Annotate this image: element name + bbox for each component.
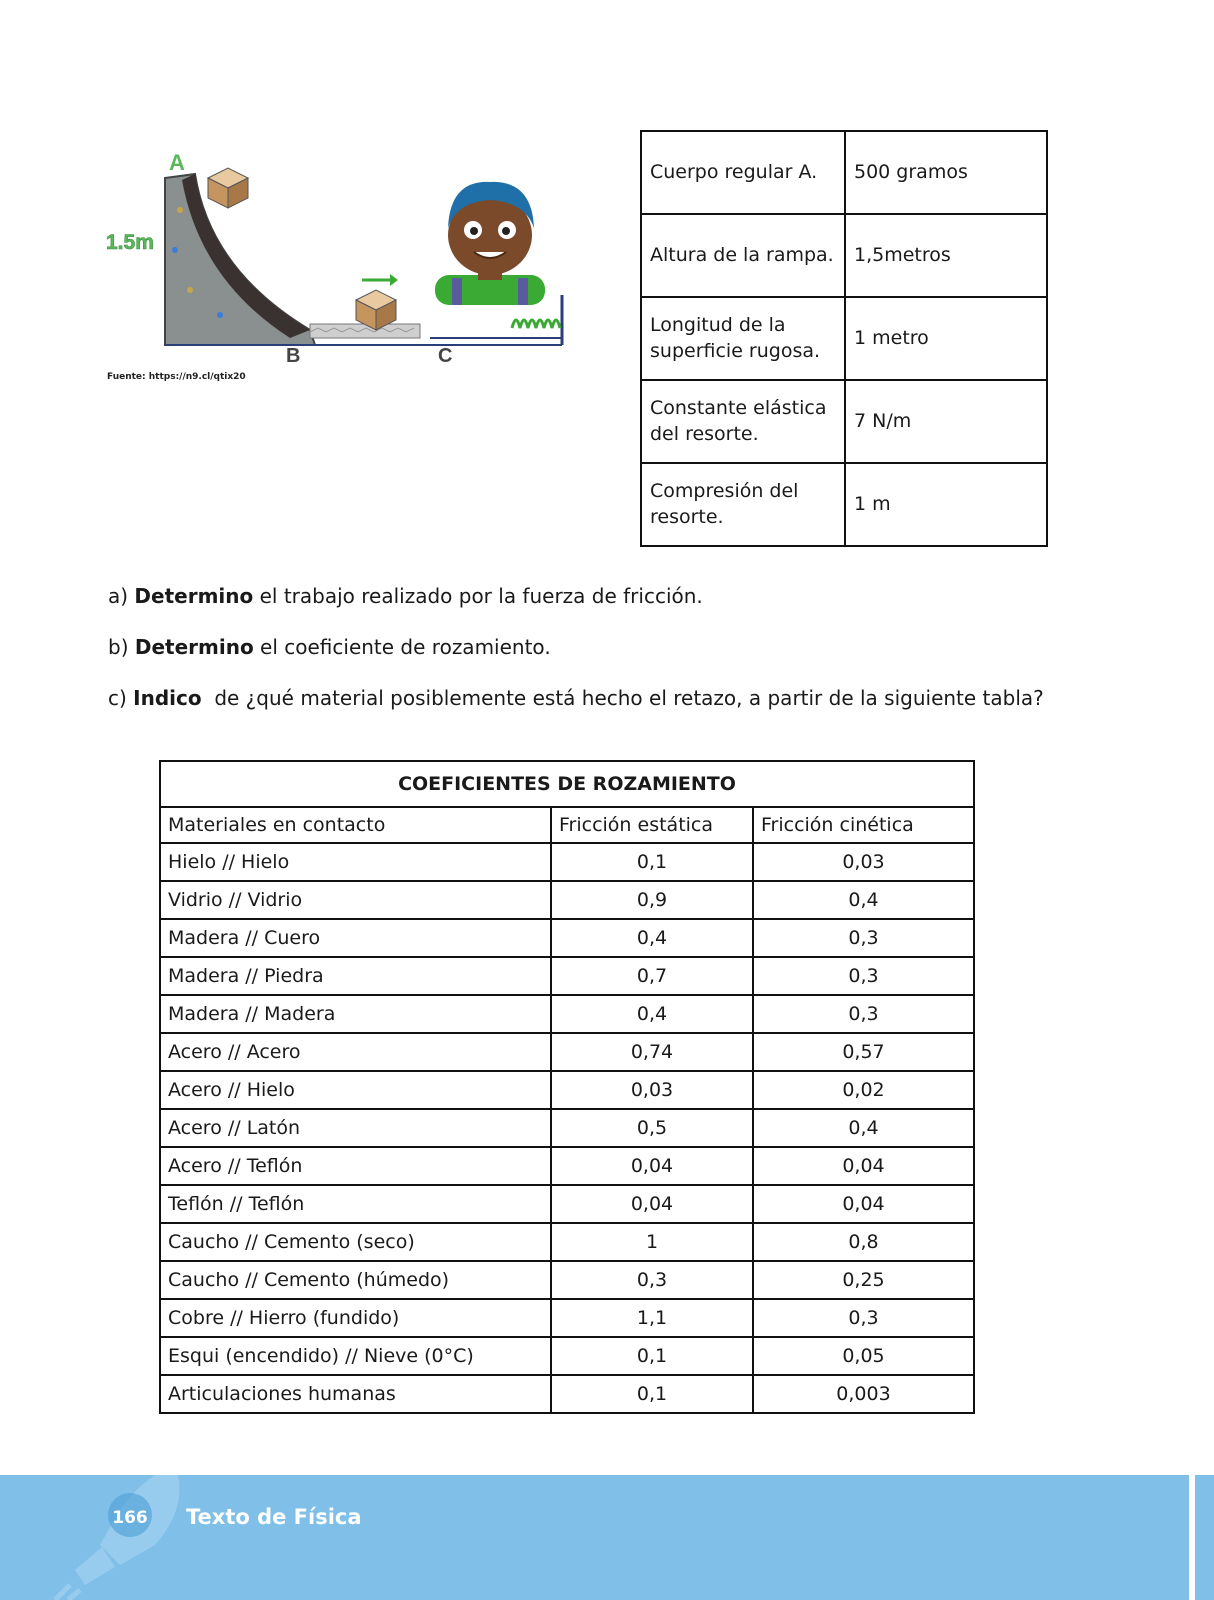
table-row: [160, 881, 974, 919]
material-cell: Madera // Piedra: [160, 957, 551, 995]
header-kinetic: Fricción cinética: [753, 807, 974, 843]
footer-edge-strip: [1189, 1475, 1195, 1600]
material-cell: Caucho // Cemento (seco): [160, 1223, 551, 1261]
kinetic-friction-cell: 0,05: [753, 1337, 974, 1375]
kinetic-friction-cell: 0,3: [753, 995, 974, 1033]
material-cell: Cobre // Hierro (fundido): [160, 1299, 551, 1337]
box-at-a: [208, 168, 248, 208]
data-value: 1 metro: [845, 297, 1047, 380]
material-cell: Madera // Madera: [160, 995, 551, 1033]
table-row: [160, 995, 974, 1033]
data-key: Cuerpo regular A.: [641, 131, 845, 214]
question-b: b) Determino el coeficiente de rozamiento.: [108, 635, 551, 659]
static-friction-cell: 0,4: [551, 919, 753, 957]
rocket-icon: [40, 1475, 190, 1600]
material-cell: Caucho // Cemento (húmedo): [160, 1261, 551, 1299]
static-friction-cell: 0,1: [551, 1375, 753, 1413]
table-row: [160, 1375, 974, 1413]
kinetic-friction-cell: 0,04: [753, 1147, 974, 1185]
table-title: COEFICIENTES DE ROZAMIENTO: [160, 761, 974, 807]
label-height: 1.5m: [106, 231, 154, 254]
friction-coefficients-table: [159, 760, 975, 1414]
static-friction-cell: 0,04: [551, 1147, 753, 1185]
static-friction-cell: 0,9: [551, 881, 753, 919]
data-value: 1 m: [845, 463, 1047, 546]
boy-character: [435, 182, 545, 305]
kinetic-friction-cell: 0,02: [753, 1071, 974, 1109]
table-row: [160, 843, 974, 881]
kinetic-friction-cell: 0,03: [753, 843, 974, 881]
table-row: [160, 1185, 974, 1223]
kinetic-friction-cell: 0,8: [753, 1223, 974, 1261]
kinetic-friction-cell: 0,57: [753, 1033, 974, 1071]
material-cell: Vidrio // Vidrio: [160, 881, 551, 919]
page-number: 166: [112, 1508, 148, 1528]
data-key: Altura de la rampa.: [641, 214, 845, 297]
data-key: Longitud de la superficie rugosa.: [641, 297, 845, 380]
static-friction-cell: 0,5: [551, 1109, 753, 1147]
static-friction-cell: 1,1: [551, 1299, 753, 1337]
static-friction-cell: 0,1: [551, 1337, 753, 1375]
data-row: [641, 214, 1047, 297]
data-key: Constante elástica del resorte.: [641, 380, 845, 463]
data-row: [641, 131, 1047, 214]
kinetic-friction-cell: 0,4: [753, 1109, 974, 1147]
data-value: 7 N/m: [845, 380, 1047, 463]
data-value: 500 gramos: [845, 131, 1047, 214]
page-footer: [0, 1475, 1214, 1600]
image-source: Fuente: https://n9.cl/qtix20: [107, 372, 246, 382]
table-row: [160, 1033, 974, 1071]
static-friction-cell: 0,3: [551, 1261, 753, 1299]
data-row: [641, 463, 1047, 546]
data-row: [641, 297, 1047, 380]
material-cell: Hielo // Hielo: [160, 843, 551, 881]
questions: [108, 582, 1108, 735]
table-row: [160, 1109, 974, 1147]
static-friction-cell: 0,7: [551, 957, 753, 995]
label-b: B: [286, 345, 301, 367]
kinetic-friction-cell: 0,25: [753, 1261, 974, 1299]
data-row: [641, 380, 1047, 463]
question-c: c) Indico de ¿qué material posiblemente está hecho el retazo, a partir de la siguiente tabla?: [108, 686, 1044, 710]
ramp-illustration: [100, 140, 590, 400]
data-value: 1,5metros: [845, 214, 1047, 297]
table-row: [160, 1223, 974, 1261]
kinetic-friction-cell: 0,003: [753, 1375, 974, 1413]
table-row: [160, 1147, 974, 1185]
header-materials: Materiales en contacto: [160, 807, 551, 843]
label-c: C: [438, 345, 453, 367]
material-cell: Acero // Hielo: [160, 1071, 551, 1109]
motion-arrow: [362, 274, 398, 286]
table-row: [160, 1261, 974, 1299]
table-row: [160, 957, 974, 995]
data-key: Compresión del resorte.: [641, 463, 845, 546]
static-friction-cell: 0,04: [551, 1185, 753, 1223]
kinetic-friction-cell: 0,4: [753, 881, 974, 919]
material-cell: Acero // Teflón: [160, 1147, 551, 1185]
kinetic-friction-cell: 0,3: [753, 1299, 974, 1337]
material-cell: Teflón // Teflón: [160, 1185, 551, 1223]
material-cell: Esqui (encendido) // Nieve (0°C): [160, 1337, 551, 1375]
book-title: Texto de Física: [186, 1505, 362, 1529]
spring: [512, 320, 560, 328]
kinetic-friction-cell: 0,04: [753, 1185, 974, 1223]
material-cell: Articulaciones humanas: [160, 1375, 551, 1413]
table-row: [160, 919, 974, 957]
table-row: [160, 1071, 974, 1109]
material-cell: Acero // Acero: [160, 1033, 551, 1071]
material-cell: Madera // Cuero: [160, 919, 551, 957]
static-friction-cell: 1: [551, 1223, 753, 1261]
material-cell: Acero // Latón: [160, 1109, 551, 1147]
header-static: Fricción estática: [551, 807, 753, 843]
label-a: A: [169, 150, 185, 175]
table-row: [160, 1337, 974, 1375]
kinetic-friction-cell: 0,3: [753, 957, 974, 995]
static-friction-cell: 0,4: [551, 995, 753, 1033]
question-a: a) Determino el trabajo realizado por la fuerza de fricción.: [108, 584, 703, 608]
static-friction-cell: 0,74: [551, 1033, 753, 1071]
problem-data-table: [640, 130, 1048, 547]
static-friction-cell: 0,03: [551, 1071, 753, 1109]
table-row: [160, 1299, 974, 1337]
kinetic-friction-cell: 0,3: [753, 919, 974, 957]
static-friction-cell: 0,1: [551, 843, 753, 881]
